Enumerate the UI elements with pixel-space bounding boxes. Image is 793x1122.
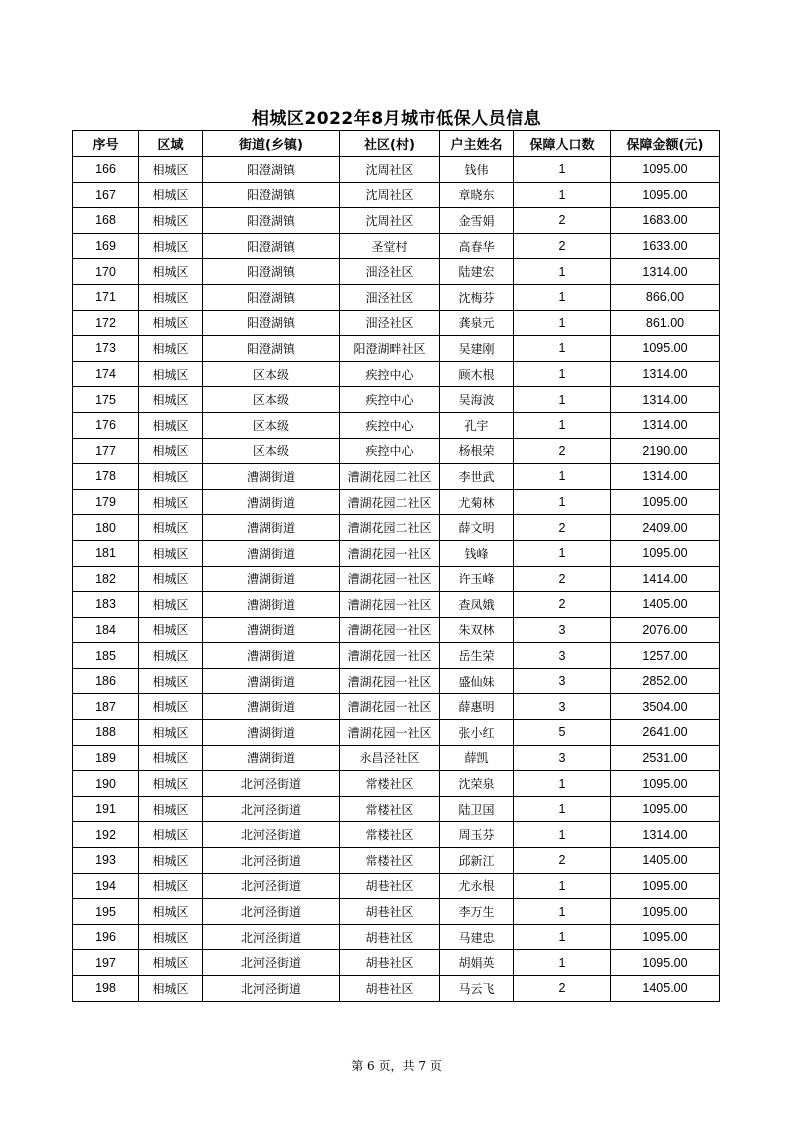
table-row xyxy=(73,745,720,771)
cell-amount: 1095.00 xyxy=(611,796,720,822)
cell-amount: 1095.00 xyxy=(611,873,720,899)
cell-community: 沈周社区 xyxy=(340,157,440,183)
cell-community: 常楼社区 xyxy=(340,796,440,822)
cell-householder: 沈荣泉 xyxy=(440,771,514,797)
cell-district: 相城区 xyxy=(139,387,203,413)
cell-district: 相城区 xyxy=(139,617,203,643)
cell-amount: 1405.00 xyxy=(611,592,720,618)
cell-population: 2 xyxy=(514,233,611,259)
cell-householder: 章晓东 xyxy=(440,182,514,208)
cell-index: 173 xyxy=(73,336,139,362)
cell-population: 1 xyxy=(514,924,611,950)
cell-index: 196 xyxy=(73,924,139,950)
cell-district: 相城区 xyxy=(139,361,203,387)
cell-community: 常楼社区 xyxy=(340,771,440,797)
cell-householder: 邱新江 xyxy=(440,848,514,874)
table-row xyxy=(73,643,720,669)
cell-population: 2 xyxy=(514,208,611,234)
cell-community: 漕湖花园一社区 xyxy=(340,694,440,720)
cell-householder: 龚泉元 xyxy=(440,310,514,336)
cell-community: 疾控中心 xyxy=(340,412,440,438)
cell-community: 圣堂村 xyxy=(340,233,440,259)
cell-street: 北河泾街道 xyxy=(203,796,340,822)
cell-community: 阳澄湖畔社区 xyxy=(340,336,440,362)
cell-index: 198 xyxy=(73,976,139,1002)
cell-community: 胡巷社区 xyxy=(340,899,440,925)
table-row xyxy=(73,668,720,694)
cell-householder: 盛仙妹 xyxy=(440,668,514,694)
cell-index: 172 xyxy=(73,310,139,336)
cell-householder: 朱双林 xyxy=(440,617,514,643)
cell-householder: 钱峰 xyxy=(440,540,514,566)
cell-community: 胡巷社区 xyxy=(340,924,440,950)
cell-amount: 866.00 xyxy=(611,284,720,310)
table-row xyxy=(73,694,720,720)
cell-householder: 尤永根 xyxy=(440,873,514,899)
cell-index: 171 xyxy=(73,284,139,310)
cell-district: 相城区 xyxy=(139,796,203,822)
cell-district: 相城区 xyxy=(139,182,203,208)
cell-street: 漕湖街道 xyxy=(203,464,340,490)
cell-district: 相城区 xyxy=(139,284,203,310)
cell-householder: 杨根荣 xyxy=(440,438,514,464)
cell-street: 漕湖街道 xyxy=(203,489,340,515)
cell-population: 2 xyxy=(514,515,611,541)
cell-district: 相城区 xyxy=(139,489,203,515)
cell-householder: 吴建刚 xyxy=(440,336,514,362)
cell-householder: 吴海波 xyxy=(440,387,514,413)
table-header xyxy=(73,131,720,157)
table-body xyxy=(73,157,720,1002)
cell-street: 漕湖街道 xyxy=(203,540,340,566)
cell-population: 1 xyxy=(514,361,611,387)
cell-street: 区本级 xyxy=(203,438,340,464)
cell-amount: 1405.00 xyxy=(611,848,720,874)
cell-householder: 金雪娟 xyxy=(440,208,514,234)
table-row xyxy=(73,566,720,592)
table-row xyxy=(73,617,720,643)
cell-index: 185 xyxy=(73,643,139,669)
cell-householder: 尤菊林 xyxy=(440,489,514,515)
cell-householder: 李世武 xyxy=(440,464,514,490)
cell-street: 漕湖街道 xyxy=(203,643,340,669)
cell-householder: 马建忠 xyxy=(440,924,514,950)
cell-amount: 1095.00 xyxy=(611,182,720,208)
cell-population: 1 xyxy=(514,182,611,208)
data-table xyxy=(72,130,720,1002)
cell-district: 相城区 xyxy=(139,745,203,771)
cell-community: 常楼社区 xyxy=(340,822,440,848)
cell-amount: 1095.00 xyxy=(611,540,720,566)
cell-street: 北河泾街道 xyxy=(203,771,340,797)
table-row xyxy=(73,848,720,874)
table-row xyxy=(73,310,720,336)
cell-district: 相城区 xyxy=(139,822,203,848)
cell-householder: 钱伟 xyxy=(440,157,514,183)
cell-index: 182 xyxy=(73,566,139,592)
cell-community: 漕湖花园一社区 xyxy=(340,617,440,643)
cell-householder: 胡娟英 xyxy=(440,950,514,976)
cell-community: 漕湖花园二社区 xyxy=(340,464,440,490)
cell-street: 漕湖街道 xyxy=(203,515,340,541)
column-header-community: 社区(村) xyxy=(340,131,440,157)
cell-population: 1 xyxy=(514,310,611,336)
cell-amount: 1095.00 xyxy=(611,157,720,183)
table-row xyxy=(73,771,720,797)
cell-index: 195 xyxy=(73,899,139,925)
cell-population: 5 xyxy=(514,720,611,746)
table-row xyxy=(73,592,720,618)
cell-householder: 薛文明 xyxy=(440,515,514,541)
cell-street: 北河泾街道 xyxy=(203,976,340,1002)
cell-index: 193 xyxy=(73,848,139,874)
cell-district: 相城区 xyxy=(139,848,203,874)
table-row xyxy=(73,259,720,285)
cell-index: 187 xyxy=(73,694,139,720)
cell-amount: 1257.00 xyxy=(611,643,720,669)
table-row xyxy=(73,336,720,362)
cell-householder: 李万生 xyxy=(440,899,514,925)
cell-householder: 高春华 xyxy=(440,233,514,259)
cell-district: 相城区 xyxy=(139,259,203,285)
cell-amount: 1405.00 xyxy=(611,976,720,1002)
cell-district: 相城区 xyxy=(139,976,203,1002)
table-row xyxy=(73,873,720,899)
cell-amount: 2531.00 xyxy=(611,745,720,771)
cell-population: 1 xyxy=(514,873,611,899)
cell-district: 相城区 xyxy=(139,540,203,566)
column-header-street: 街道(乡镇) xyxy=(203,131,340,157)
cell-community: 漕湖花园二社区 xyxy=(340,515,440,541)
table-row xyxy=(73,924,720,950)
table-row xyxy=(73,361,720,387)
cell-index: 181 xyxy=(73,540,139,566)
cell-householder: 薛凯 xyxy=(440,745,514,771)
cell-population: 1 xyxy=(514,157,611,183)
table-row xyxy=(73,233,720,259)
cell-population: 1 xyxy=(514,822,611,848)
cell-index: 179 xyxy=(73,489,139,515)
cell-amount: 2076.00 xyxy=(611,617,720,643)
cell-community: 疾控中心 xyxy=(340,438,440,464)
cell-street: 漕湖街道 xyxy=(203,720,340,746)
cell-street: 漕湖街道 xyxy=(203,745,340,771)
cell-street: 区本级 xyxy=(203,361,340,387)
cell-community: 疾控中心 xyxy=(340,387,440,413)
cell-district: 相城区 xyxy=(139,233,203,259)
table-row xyxy=(73,720,720,746)
table-row xyxy=(73,796,720,822)
cell-population: 1 xyxy=(514,464,611,490)
cell-community: 沈周社区 xyxy=(340,182,440,208)
cell-district: 相城区 xyxy=(139,310,203,336)
cell-district: 相城区 xyxy=(139,592,203,618)
table-row xyxy=(73,515,720,541)
table-row xyxy=(73,489,720,515)
cell-community: 漕湖花园一社区 xyxy=(340,668,440,694)
cell-street: 漕湖街道 xyxy=(203,592,340,618)
cell-street: 阳澄湖镇 xyxy=(203,157,340,183)
cell-index: 170 xyxy=(73,259,139,285)
table-row xyxy=(73,284,720,310)
cell-amount: 1314.00 xyxy=(611,361,720,387)
cell-householder: 张小红 xyxy=(440,720,514,746)
cell-amount: 1095.00 xyxy=(611,899,720,925)
cell-population: 3 xyxy=(514,668,611,694)
cell-population: 1 xyxy=(514,771,611,797)
table-row xyxy=(73,208,720,234)
cell-community: 常楼社区 xyxy=(340,848,440,874)
document-title: 相城区2022年8月城市低保人员信息 xyxy=(251,109,542,129)
cell-amount: 2409.00 xyxy=(611,515,720,541)
table-row xyxy=(73,387,720,413)
cell-index: 169 xyxy=(73,233,139,259)
cell-index: 183 xyxy=(73,592,139,618)
cell-amount: 3504.00 xyxy=(611,694,720,720)
cell-householder: 岳生荣 xyxy=(440,643,514,669)
table-row xyxy=(73,540,720,566)
column-header-amount: 保障金额(元) xyxy=(611,131,720,157)
cell-population: 1 xyxy=(514,899,611,925)
cell-amount: 1314.00 xyxy=(611,412,720,438)
cell-community: 漕湖花园一社区 xyxy=(340,592,440,618)
cell-street: 漕湖街道 xyxy=(203,668,340,694)
cell-amount: 861.00 xyxy=(611,310,720,336)
cell-community: 胡巷社区 xyxy=(340,950,440,976)
cell-population: 2 xyxy=(514,566,611,592)
cell-index: 192 xyxy=(73,822,139,848)
cell-district: 相城区 xyxy=(139,771,203,797)
cell-index: 178 xyxy=(73,464,139,490)
cell-amount: 2190.00 xyxy=(611,438,720,464)
cell-community: 胡巷社区 xyxy=(340,873,440,899)
cell-community: 胡巷社区 xyxy=(340,976,440,1002)
table-row xyxy=(73,438,720,464)
cell-street: 北河泾街道 xyxy=(203,848,340,874)
cell-community: 沺泾社区 xyxy=(340,284,440,310)
cell-householder: 薛惠明 xyxy=(440,694,514,720)
cell-street: 阳澄湖镇 xyxy=(203,182,340,208)
cell-district: 相城区 xyxy=(139,873,203,899)
cell-community: 沺泾社区 xyxy=(340,259,440,285)
cell-index: 166 xyxy=(73,157,139,183)
cell-street: 阳澄湖镇 xyxy=(203,233,340,259)
cell-population: 1 xyxy=(514,796,611,822)
cell-community: 漕湖花园一社区 xyxy=(340,540,440,566)
cell-community: 疾控中心 xyxy=(340,361,440,387)
cell-householder: 孔宇 xyxy=(440,412,514,438)
cell-population: 1 xyxy=(514,284,611,310)
cell-district: 相城区 xyxy=(139,643,203,669)
cell-community: 沺泾社区 xyxy=(340,310,440,336)
cell-community: 永昌泾社区 xyxy=(340,745,440,771)
cell-district: 相城区 xyxy=(139,720,203,746)
cell-amount: 1095.00 xyxy=(611,950,720,976)
cell-community: 漕湖花园一社区 xyxy=(340,566,440,592)
header-row xyxy=(73,131,720,157)
table-row xyxy=(73,157,720,183)
cell-householder: 陆建宏 xyxy=(440,259,514,285)
cell-street: 北河泾街道 xyxy=(203,873,340,899)
cell-amount: 1314.00 xyxy=(611,822,720,848)
cell-district: 相城区 xyxy=(139,668,203,694)
table-row xyxy=(73,899,720,925)
cell-street: 区本级 xyxy=(203,412,340,438)
cell-district: 相城区 xyxy=(139,464,203,490)
cell-amount: 1314.00 xyxy=(611,464,720,490)
cell-amount: 1314.00 xyxy=(611,387,720,413)
table-row xyxy=(73,950,720,976)
cell-population: 3 xyxy=(514,643,611,669)
cell-index: 191 xyxy=(73,796,139,822)
cell-index: 194 xyxy=(73,873,139,899)
cell-district: 相城区 xyxy=(139,412,203,438)
cell-householder: 查凤娥 xyxy=(440,592,514,618)
cell-index: 176 xyxy=(73,412,139,438)
cell-amount: 1633.00 xyxy=(611,233,720,259)
column-header-index: 序号 xyxy=(73,131,139,157)
cell-amount: 1314.00 xyxy=(611,259,720,285)
cell-district: 相城区 xyxy=(139,694,203,720)
cell-district: 相城区 xyxy=(139,336,203,362)
cell-street: 北河泾街道 xyxy=(203,950,340,976)
cell-amount: 1683.00 xyxy=(611,208,720,234)
table-row xyxy=(73,822,720,848)
cell-street: 阳澄湖镇 xyxy=(203,336,340,362)
cell-street: 北河泾街道 xyxy=(203,924,340,950)
cell-index: 174 xyxy=(73,361,139,387)
cell-district: 相城区 xyxy=(139,515,203,541)
cell-population: 1 xyxy=(514,950,611,976)
cell-community: 漕湖花园一社区 xyxy=(340,643,440,669)
cell-street: 漕湖街道 xyxy=(203,694,340,720)
cell-population: 1 xyxy=(514,387,611,413)
column-header-district: 区域 xyxy=(139,131,203,157)
cell-amount: 1095.00 xyxy=(611,771,720,797)
cell-street: 漕湖街道 xyxy=(203,566,340,592)
cell-community: 漕湖花园一社区 xyxy=(340,720,440,746)
cell-householder: 许玉峰 xyxy=(440,566,514,592)
cell-householder: 周玉芬 xyxy=(440,822,514,848)
cell-index: 190 xyxy=(73,771,139,797)
cell-householder: 沈梅芬 xyxy=(440,284,514,310)
cell-population: 2 xyxy=(514,848,611,874)
table-row xyxy=(73,976,720,1002)
cell-population: 2 xyxy=(514,976,611,1002)
cell-amount: 1414.00 xyxy=(611,566,720,592)
cell-population: 3 xyxy=(514,617,611,643)
cell-district: 相城区 xyxy=(139,899,203,925)
cell-householder: 顾木根 xyxy=(440,361,514,387)
cell-street: 北河泾街道 xyxy=(203,822,340,848)
cell-index: 167 xyxy=(73,182,139,208)
cell-amount: 1095.00 xyxy=(611,924,720,950)
cell-street: 漕湖街道 xyxy=(203,617,340,643)
cell-population: 1 xyxy=(514,540,611,566)
cell-district: 相城区 xyxy=(139,566,203,592)
page-footer: 第 6 页，共 7 页 xyxy=(351,1059,442,1073)
cell-index: 186 xyxy=(73,668,139,694)
column-header-householder: 户主姓名 xyxy=(440,131,514,157)
cell-index: 168 xyxy=(73,208,139,234)
cell-index: 197 xyxy=(73,950,139,976)
cell-householder: 陆卫国 xyxy=(440,796,514,822)
cell-community: 漕湖花园二社区 xyxy=(340,489,440,515)
cell-street: 阳澄湖镇 xyxy=(203,208,340,234)
cell-street: 阳澄湖镇 xyxy=(203,284,340,310)
cell-district: 相城区 xyxy=(139,157,203,183)
cell-street: 北河泾街道 xyxy=(203,899,340,925)
cell-street: 区本级 xyxy=(203,387,340,413)
cell-population: 3 xyxy=(514,694,611,720)
cell-index: 184 xyxy=(73,617,139,643)
cell-index: 175 xyxy=(73,387,139,413)
table-row xyxy=(73,182,720,208)
cell-street: 阳澄湖镇 xyxy=(203,259,340,285)
cell-street: 阳澄湖镇 xyxy=(203,310,340,336)
cell-amount: 2852.00 xyxy=(611,668,720,694)
cell-district: 相城区 xyxy=(139,924,203,950)
cell-district: 相城区 xyxy=(139,208,203,234)
cell-amount: 1095.00 xyxy=(611,336,720,362)
cell-population: 3 xyxy=(514,745,611,771)
cell-index: 188 xyxy=(73,720,139,746)
cell-population: 2 xyxy=(514,592,611,618)
table-row xyxy=(73,464,720,490)
cell-householder: 马云飞 xyxy=(440,976,514,1002)
cell-index: 177 xyxy=(73,438,139,464)
cell-population: 1 xyxy=(514,489,611,515)
cell-population: 1 xyxy=(514,259,611,285)
column-header-population: 保障人口数 xyxy=(514,131,611,157)
cell-community: 沈周社区 xyxy=(340,208,440,234)
cell-amount: 1095.00 xyxy=(611,489,720,515)
cell-district: 相城区 xyxy=(139,438,203,464)
cell-population: 1 xyxy=(514,412,611,438)
cell-district: 相城区 xyxy=(139,950,203,976)
cell-population: 2 xyxy=(514,438,611,464)
cell-amount: 2641.00 xyxy=(611,720,720,746)
cell-index: 180 xyxy=(73,515,139,541)
table-row xyxy=(73,412,720,438)
cell-population: 1 xyxy=(514,336,611,362)
cell-index: 189 xyxy=(73,745,139,771)
